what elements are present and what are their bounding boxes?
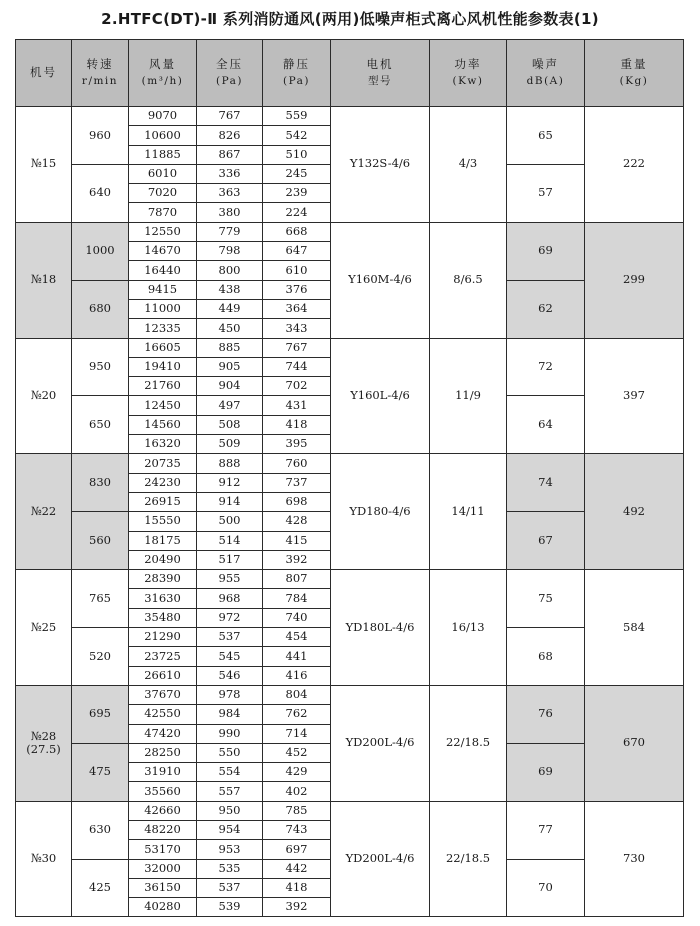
motor-cell: YD200L-4/6	[331, 685, 430, 801]
power-cell: 16/13	[430, 570, 507, 686]
model-number: №15	[30, 156, 57, 171]
total-pressure-cell: 535	[197, 859, 263, 878]
flow-cell: 20735	[129, 454, 197, 473]
flow-cell: 16320	[129, 435, 197, 454]
performance-table	[15, 39, 684, 917]
static-pressure-cell: 418	[263, 415, 331, 434]
total-pressure-cell: 545	[197, 647, 263, 666]
total-pressure-cell: 508	[197, 415, 263, 434]
model-number: №22	[30, 503, 57, 518]
noise-cell: 68	[507, 628, 585, 686]
flow-cell: 53170	[129, 840, 197, 859]
flow-cell: 7870	[129, 203, 197, 222]
flow-cell: 42550	[129, 705, 197, 724]
speed-cell: 950	[72, 338, 129, 396]
model-number: №30	[30, 851, 57, 866]
static-pressure-cell: 452	[263, 743, 331, 762]
static-pressure-cell: 245	[263, 164, 331, 183]
flow-cell: 12550	[129, 222, 197, 241]
fan-group	[16, 107, 684, 223]
static-pressure-cell: 697	[263, 840, 331, 859]
weight-cell: 397	[585, 338, 684, 454]
static-pressure-cell: 416	[263, 666, 331, 685]
static-pressure-cell: 743	[263, 820, 331, 839]
static-pressure-cell: 668	[263, 222, 331, 241]
flow-cell: 26610	[129, 666, 197, 685]
total-pressure-cell: 546	[197, 666, 263, 685]
flow-cell: 42660	[129, 801, 197, 820]
flow-cell: 48220	[129, 820, 197, 839]
total-pressure-cell: 767	[197, 107, 263, 126]
table-row	[16, 801, 684, 820]
total-pressure-cell: 514	[197, 531, 263, 550]
weight-cell: 584	[585, 570, 684, 686]
weight-cell: 222	[585, 107, 684, 223]
static-pressure-cell: 737	[263, 473, 331, 492]
static-pressure-cell: 702	[263, 377, 331, 396]
power-cell: 11/9	[430, 338, 507, 454]
static-pressure-cell: 510	[263, 145, 331, 164]
total-pressure-cell: 336	[197, 164, 263, 183]
total-pressure-cell: 800	[197, 261, 263, 280]
static-pressure-cell: 647	[263, 242, 331, 261]
header-motor: 电机 型号	[331, 40, 430, 107]
model-cell	[16, 107, 72, 223]
speed-cell: 640	[72, 164, 129, 222]
noise-cell: 64	[507, 396, 585, 454]
weight-cell: 299	[585, 222, 684, 338]
flow-cell: 11885	[129, 145, 197, 164]
table-row	[16, 454, 684, 473]
power-cell: 4/3	[430, 107, 507, 223]
total-pressure-cell: 904	[197, 377, 263, 396]
noise-cell: 65	[507, 107, 585, 165]
flow-cell: 21290	[129, 628, 197, 647]
flow-cell: 40280	[129, 898, 197, 917]
total-pressure-cell: 990	[197, 724, 263, 743]
flow-cell: 31910	[129, 763, 197, 782]
total-pressure-cell: 539	[197, 898, 263, 917]
flow-cell: 47420	[129, 724, 197, 743]
static-pressure-cell: 429	[263, 763, 331, 782]
total-pressure-cell: 779	[197, 222, 263, 241]
motor-cell: Y160L-4/6	[331, 338, 430, 454]
motor-cell: YD180L-4/6	[331, 570, 430, 686]
table-row	[16, 222, 684, 241]
static-pressure-cell: 740	[263, 608, 331, 627]
flow-cell: 36150	[129, 878, 197, 897]
flow-cell: 21760	[129, 377, 197, 396]
total-pressure-cell: 984	[197, 705, 263, 724]
header-static-pressure: 静压 (Pa)	[263, 40, 331, 107]
fan-group	[16, 454, 684, 570]
static-pressure-cell: 415	[263, 531, 331, 550]
static-pressure-cell: 392	[263, 898, 331, 917]
speed-cell: 680	[72, 280, 129, 338]
static-pressure-cell: 402	[263, 782, 331, 801]
total-pressure-cell: 955	[197, 570, 263, 589]
total-pressure-cell: 517	[197, 550, 263, 569]
noise-cell: 67	[507, 512, 585, 570]
static-pressure-cell: 559	[263, 107, 331, 126]
model-cell	[16, 222, 72, 338]
static-pressure-cell: 698	[263, 492, 331, 511]
total-pressure-cell: 912	[197, 473, 263, 492]
fan-group	[16, 570, 684, 686]
header-noise: 噪声 dB(A)	[507, 40, 585, 107]
total-pressure-cell: 509	[197, 435, 263, 454]
total-pressure-cell: 953	[197, 840, 263, 859]
flow-cell: 14670	[129, 242, 197, 261]
static-pressure-cell: 760	[263, 454, 331, 473]
static-pressure-cell: 610	[263, 261, 331, 280]
motor-cell: YD180-4/6	[331, 454, 430, 570]
noise-cell: 74	[507, 454, 585, 512]
model-cell	[16, 685, 72, 801]
flow-cell: 19410	[129, 357, 197, 376]
header-row	[16, 40, 684, 107]
static-pressure-cell: 454	[263, 628, 331, 647]
static-pressure-cell: 762	[263, 705, 331, 724]
static-pressure-cell: 431	[263, 396, 331, 415]
total-pressure-cell: 438	[197, 280, 263, 299]
fan-group	[16, 222, 684, 338]
total-pressure-cell: 500	[197, 512, 263, 531]
static-pressure-cell: 785	[263, 801, 331, 820]
motor-cell: Y160M-4/6	[331, 222, 430, 338]
flow-cell: 28390	[129, 570, 197, 589]
model-number: №18	[30, 272, 57, 287]
static-pressure-cell: 442	[263, 859, 331, 878]
speed-cell: 830	[72, 454, 129, 512]
speed-cell: 425	[72, 859, 129, 917]
speed-cell: 650	[72, 396, 129, 454]
noise-cell: 75	[507, 570, 585, 628]
static-pressure-cell: 395	[263, 435, 331, 454]
speed-cell: 630	[72, 801, 129, 859]
speed-cell: 560	[72, 512, 129, 570]
total-pressure-cell: 978	[197, 685, 263, 704]
model-cell	[16, 338, 72, 454]
static-pressure-cell: 767	[263, 338, 331, 357]
static-pressure-cell: 364	[263, 299, 331, 318]
total-pressure-cell: 380	[197, 203, 263, 222]
weight-cell: 670	[585, 685, 684, 801]
table-row	[16, 338, 684, 357]
header-weight: 重量 (Kg)	[585, 40, 684, 107]
flow-cell: 35480	[129, 608, 197, 627]
noise-cell: 69	[507, 743, 585, 801]
flow-cell: 7020	[129, 184, 197, 203]
flow-cell: 32000	[129, 859, 197, 878]
total-pressure-cell: 363	[197, 184, 263, 203]
noise-cell: 70	[507, 859, 585, 917]
model-number: №25	[30, 619, 57, 634]
flow-cell: 14560	[129, 415, 197, 434]
model-number: №28	[30, 728, 57, 743]
flow-cell: 10600	[129, 126, 197, 145]
total-pressure-cell: 497	[197, 396, 263, 415]
total-pressure-cell: 972	[197, 608, 263, 627]
noise-cell: 69	[507, 222, 585, 280]
flow-cell: 28250	[129, 743, 197, 762]
speed-cell: 695	[72, 685, 129, 743]
fan-group	[16, 801, 684, 917]
noise-cell: 62	[507, 280, 585, 338]
static-pressure-cell: 392	[263, 550, 331, 569]
static-pressure-cell: 714	[263, 724, 331, 743]
noise-cell: 72	[507, 338, 585, 396]
table-row	[16, 107, 684, 126]
flow-cell: 31630	[129, 589, 197, 608]
flow-cell: 16605	[129, 338, 197, 357]
total-pressure-cell: 954	[197, 820, 263, 839]
model-cell	[16, 454, 72, 570]
static-pressure-cell: 441	[263, 647, 331, 666]
flow-cell: 12450	[129, 396, 197, 415]
flow-cell: 20490	[129, 550, 197, 569]
power-cell: 22/18.5	[430, 685, 507, 801]
flow-cell: 24230	[129, 473, 197, 492]
total-pressure-cell: 449	[197, 299, 263, 318]
power-cell: 22/18.5	[430, 801, 507, 917]
speed-cell: 765	[72, 570, 129, 628]
total-pressure-cell: 554	[197, 763, 263, 782]
total-pressure-cell: 450	[197, 319, 263, 338]
flow-cell: 37670	[129, 685, 197, 704]
static-pressure-cell: 784	[263, 589, 331, 608]
static-pressure-cell: 224	[263, 203, 331, 222]
static-pressure-cell: 804	[263, 685, 331, 704]
total-pressure-cell: 798	[197, 242, 263, 261]
noise-cell: 57	[507, 164, 585, 222]
static-pressure-cell: 376	[263, 280, 331, 299]
model-cell	[16, 801, 72, 917]
model-cell	[16, 570, 72, 686]
header-model: 机号	[16, 40, 72, 107]
table-row	[16, 685, 684, 704]
speed-cell: 1000	[72, 222, 129, 280]
motor-cell: Y132S-4/6	[331, 107, 430, 223]
flow-cell: 16440	[129, 261, 197, 280]
model-sub: (27.5)	[26, 742, 61, 757]
power-cell: 14/11	[430, 454, 507, 570]
flow-cell: 26915	[129, 492, 197, 511]
flow-cell: 11000	[129, 299, 197, 318]
page-title: 2.HTFC(DT)-Ⅱ 系列消防通风(两用)低噪声柜式离心风机性能参数表(1)	[101, 10, 599, 28]
total-pressure-cell: 557	[197, 782, 263, 801]
total-pressure-cell: 888	[197, 454, 263, 473]
total-pressure-cell: 537	[197, 628, 263, 647]
motor-cell: YD200L-4/6	[331, 801, 430, 917]
noise-cell: 77	[507, 801, 585, 859]
total-pressure-cell: 550	[197, 743, 263, 762]
flow-cell: 6010	[129, 164, 197, 183]
total-pressure-cell: 968	[197, 589, 263, 608]
flow-cell: 23725	[129, 647, 197, 666]
total-pressure-cell: 914	[197, 492, 263, 511]
total-pressure-cell: 826	[197, 126, 263, 145]
speed-cell: 520	[72, 628, 129, 686]
flow-cell: 18175	[129, 531, 197, 550]
total-pressure-cell: 537	[197, 878, 263, 897]
total-pressure-cell: 885	[197, 338, 263, 357]
flow-cell: 9415	[129, 280, 197, 299]
flow-cell: 35560	[129, 782, 197, 801]
header-flow: 风量 (m³/h)	[129, 40, 197, 107]
power-cell: 8/6.5	[430, 222, 507, 338]
static-pressure-cell: 807	[263, 570, 331, 589]
flow-cell: 15550	[129, 512, 197, 531]
header-power: 功率 (Kw)	[430, 40, 507, 107]
weight-cell: 730	[585, 801, 684, 917]
total-pressure-cell: 867	[197, 145, 263, 164]
weight-cell: 492	[585, 454, 684, 570]
static-pressure-cell: 343	[263, 319, 331, 338]
fan-group	[16, 685, 684, 801]
speed-cell: 475	[72, 743, 129, 801]
model-number: №20	[30, 388, 57, 403]
static-pressure-cell: 418	[263, 878, 331, 897]
flow-cell: 9070	[129, 107, 197, 126]
flow-cell: 12335	[129, 319, 197, 338]
table-row	[16, 570, 684, 589]
header-speed: 转速 r/min	[72, 40, 129, 107]
static-pressure-cell: 239	[263, 184, 331, 203]
static-pressure-cell: 542	[263, 126, 331, 145]
header-total-pressure: 全压 (Pa)	[197, 40, 263, 107]
total-pressure-cell: 950	[197, 801, 263, 820]
noise-cell: 76	[507, 685, 585, 743]
static-pressure-cell: 428	[263, 512, 331, 531]
total-pressure-cell: 905	[197, 357, 263, 376]
fan-group	[16, 338, 684, 454]
static-pressure-cell: 744	[263, 357, 331, 376]
speed-cell: 960	[72, 107, 129, 165]
